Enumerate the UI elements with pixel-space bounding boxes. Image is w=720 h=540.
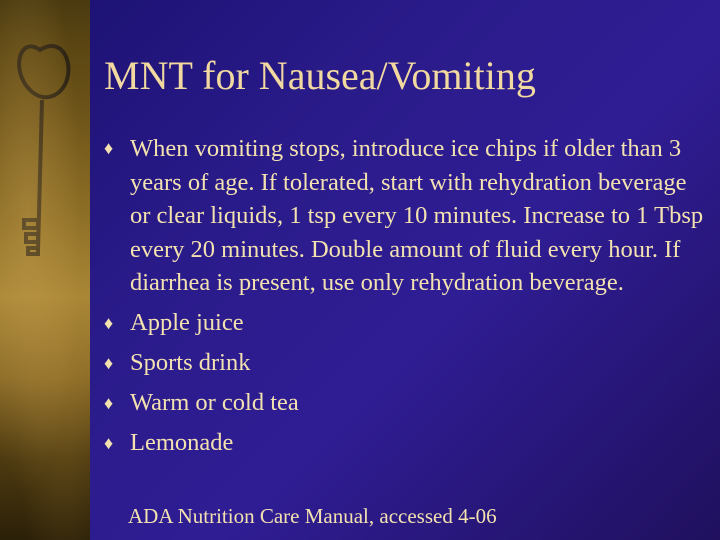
bullet-text: Sports drink (130, 348, 251, 376)
list-item (104, 132, 704, 300)
bullet-text: Warm or cold tea (130, 388, 299, 416)
list-item (104, 346, 704, 380)
decorative-image-strip (0, 0, 90, 540)
list-item (104, 386, 704, 420)
diamond-bullet-icon: ♦ (104, 432, 114, 453)
list-item (104, 306, 704, 340)
diamond-bullet-icon: ♦ (104, 138, 114, 158)
diamond-bullet-icon: ♦ (104, 392, 114, 413)
diamond-bullet-icon: ♦ (104, 312, 114, 333)
citation-text: ADA Nutrition Care Manual, accessed 4-06 (128, 504, 497, 528)
bullet-text: Apple juice (130, 308, 244, 336)
key-icon (0, 20, 90, 280)
diamond-bullet-icon: ♦ (104, 352, 114, 373)
bullet-list (104, 132, 704, 466)
bullet-text: When vomiting stops, introduce ice chips if older than 3 years of age. If tolerated, start with rehydration beverage or clear liquids, 1 tsp every 10 minutes. Increase to 1 Tbsp every 20 minutes. Double amount of fluid every hour. If diarrhea is present, use only rehydration beverage. (130, 135, 704, 296)
bullet-text: Lemonade (130, 428, 234, 456)
slide-title: MNT for Nausea/Vomiting (104, 53, 536, 98)
list-item (104, 426, 704, 460)
